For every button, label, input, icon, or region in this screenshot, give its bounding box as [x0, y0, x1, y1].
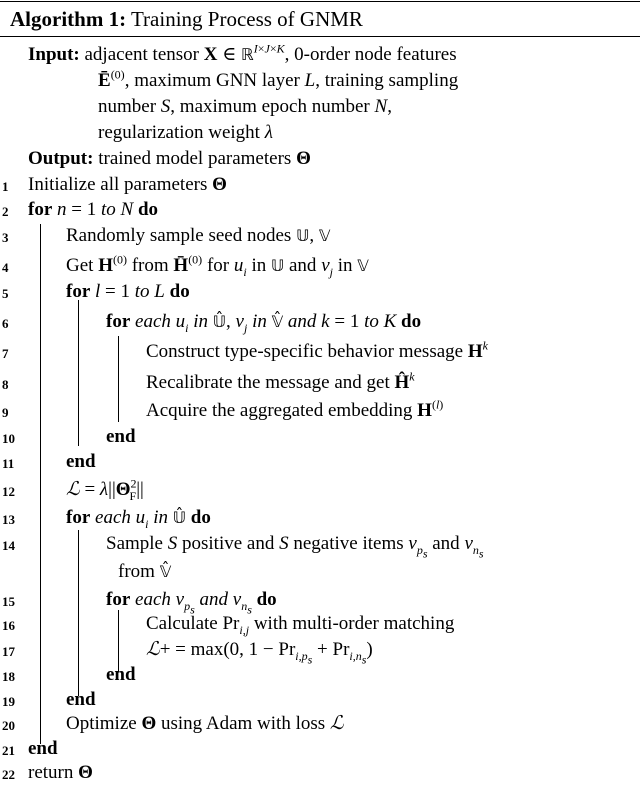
line-number: 16 — [2, 618, 15, 633]
line-number: 20 — [2, 718, 15, 733]
line-number: 10 — [2, 431, 15, 446]
step-5: for l = 1 to L do — [66, 281, 190, 302]
line-number: 19 — [2, 694, 15, 709]
line-number: 13 — [2, 512, 15, 527]
step-9: Acquire the aggregated embedding $H^{(l)}$ — [146, 397, 444, 421]
input-line-2: $Ē^{(0)}$, maximum GNN layer L, training sampling — [98, 67, 459, 91]
step-11: end — [66, 451, 96, 472]
step-2: for n = 1 to N do — [28, 199, 159, 220]
step-20: Optimize Θ using Adam with loss ℒ — [66, 713, 344, 734]
caption-label: Algorithm 1: — [10, 7, 127, 31]
line-number: 18 — [2, 669, 15, 684]
line-number: 9 — [2, 405, 9, 420]
input-line-3: number S, maximum epoch number N, — [98, 96, 392, 117]
step-17: ℒ+ = max(0, $1 - Pr_{i,p_s} + Pr_{i,n_s}$) — [146, 639, 373, 667]
line-number: 21 — [2, 743, 15, 758]
step-12: ℒ = $\lambda||\Theta^2_F||$ — [66, 476, 144, 503]
output-line: Output: trained model parameters Θ — [28, 148, 311, 169]
step-13: for each $u_i$ in 𝕌̂ do — [66, 507, 211, 531]
line-number: 8 — [2, 377, 9, 392]
line-number: 2 — [2, 204, 9, 219]
scope-bar-layer — [78, 300, 87, 446]
top-rule — [0, 1, 640, 2]
step-14-cont: from 𝕍̂ — [118, 561, 172, 582]
scope-bar-user — [78, 530, 87, 696]
line-number: 1 — [2, 179, 9, 194]
step-15: for each $v_{p_s}$ and $v_{n_s}$ do — [106, 589, 277, 617]
step-8: Recalibrate the message and get $Ĥ^k$ — [146, 369, 415, 393]
line-number: 4 — [2, 260, 9, 275]
line-number: 14 — [2, 538, 15, 553]
line-number: 6 — [2, 316, 9, 331]
line-number: 7 — [2, 346, 9, 361]
step-19: end — [66, 689, 96, 710]
step-1: Initialize all parameters Θ — [28, 174, 227, 195]
line-number: 5 — [2, 286, 9, 301]
input-line-1: Input: adjacent tensor X ∈ ℝ$^{I\times J\times K}$, 0-order node features — [28, 41, 457, 65]
line-number: 12 — [2, 484, 15, 499]
line-number: 15 — [2, 594, 15, 609]
step-10: end — [106, 426, 136, 447]
input-line-4: regularization weight λ — [98, 122, 273, 143]
line-number: 22 — [2, 767, 15, 782]
step-6: for each $u_i$ in 𝕌̂, $v_j$ in 𝕍̂ and k = 1 to K do — [106, 311, 422, 335]
line-number: 3 — [2, 230, 9, 245]
scope-bar-outer — [40, 224, 49, 744]
step-22: return Θ — [28, 762, 93, 783]
step-21: end — [28, 738, 58, 759]
algorithm-caption — [10, 5, 363, 33]
step-14: Sample S positive and S negative items $v_{p_s}$ and $v_{n_s}$ — [106, 533, 484, 561]
line-number: 17 — [2, 644, 15, 659]
step-18: end — [106, 664, 136, 685]
input-label: Input: — [28, 44, 80, 65]
caption-rule — [0, 36, 640, 37]
line-number: 11 — [2, 456, 15, 471]
scope-bar-each — [118, 336, 127, 422]
step-7: Construct type-specific behavior message $H^k$ — [146, 338, 488, 362]
caption-title: Training Process of GNMR — [130, 7, 363, 31]
step-4: Get $H^{(0)}$ from H̄$^{(0)}$ for $u_i$ in 𝕌 and $v_j$ in 𝕍 — [66, 252, 369, 279]
step-16: Calculate $Pr_{i,j}$ with multi-order matching — [146, 613, 455, 637]
step-3: Randomly sample seed nodes 𝕌, 𝕍 — [66, 225, 331, 246]
output-label: Output: — [28, 148, 94, 169]
